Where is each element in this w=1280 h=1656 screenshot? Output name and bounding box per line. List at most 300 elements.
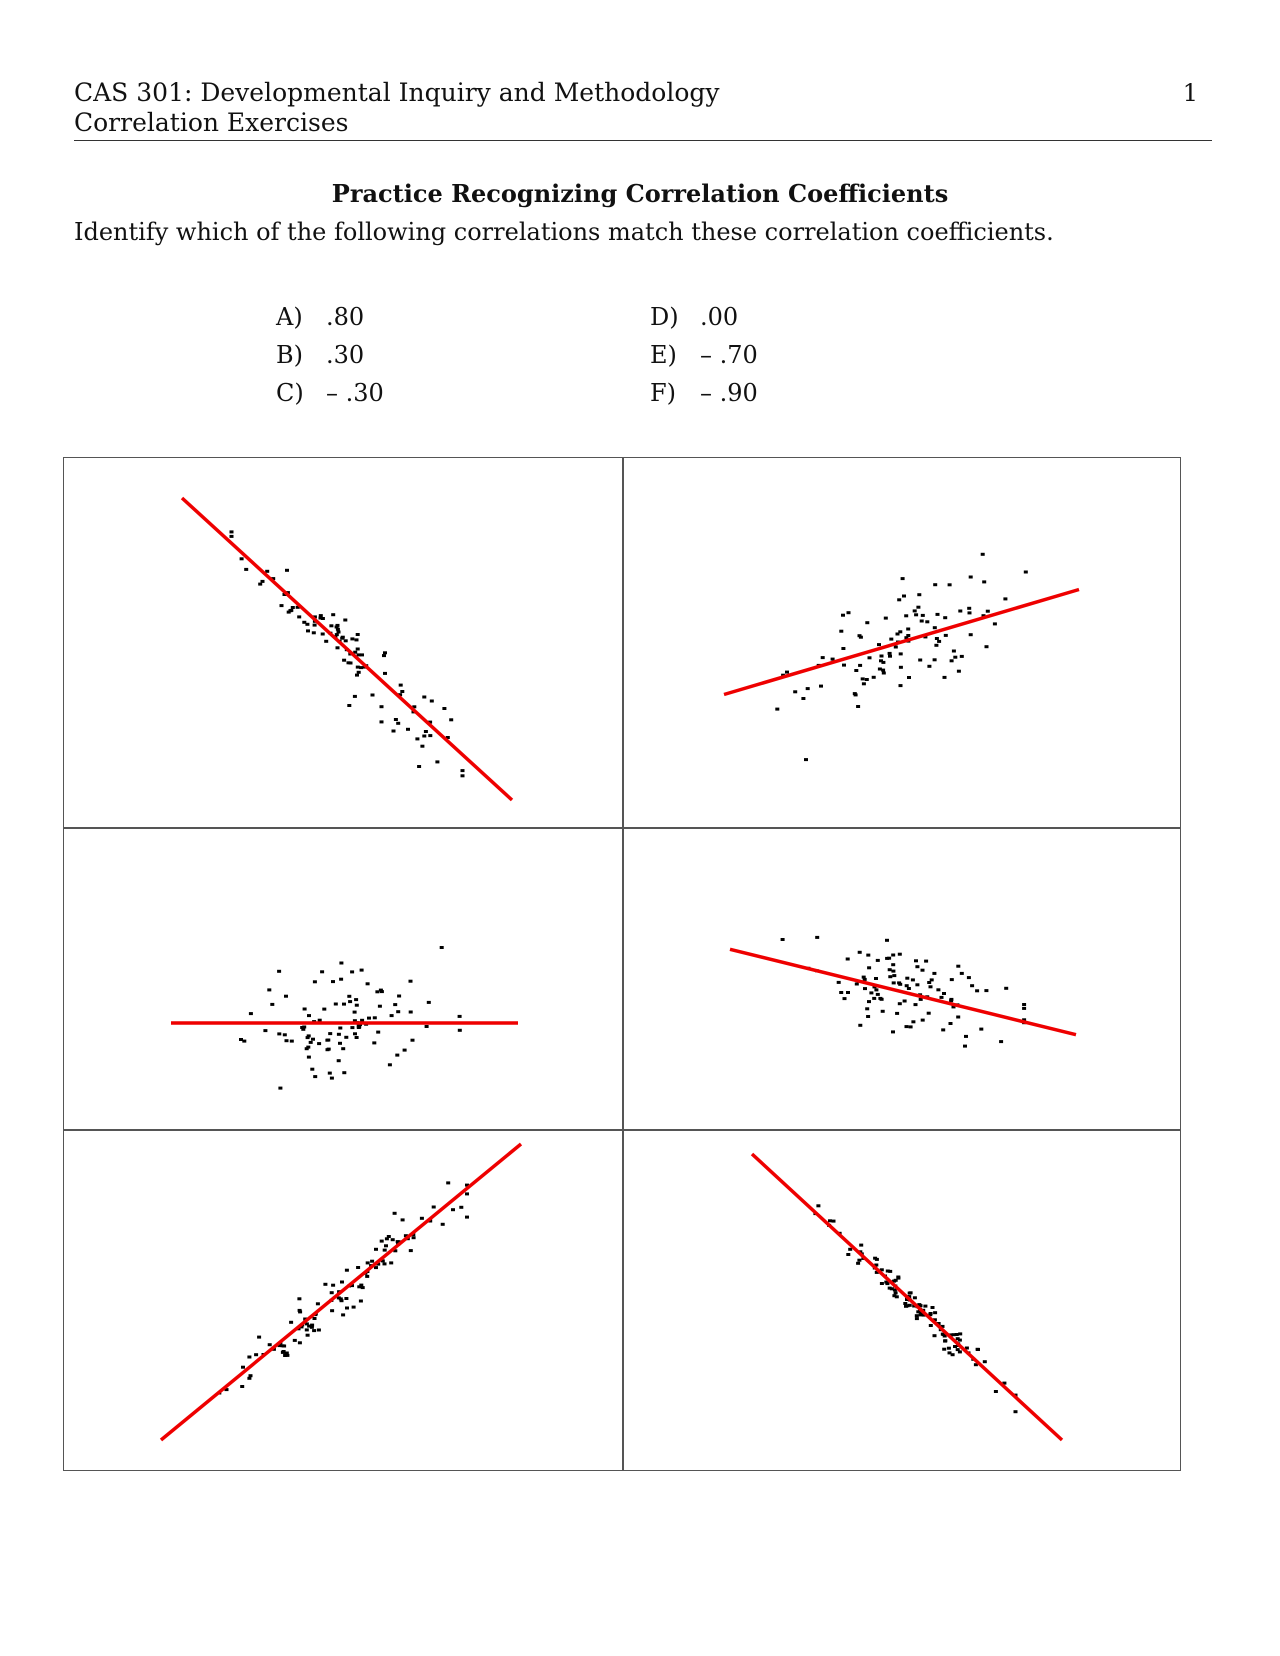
- data-point: [839, 630, 843, 633]
- data-point: [924, 960, 928, 963]
- instructions: Identify which of the following correlations match these correlation coefficients.: [74, 218, 1054, 246]
- data-point: [865, 1007, 869, 1010]
- data-point: [331, 613, 335, 616]
- option-letter: F): [650, 379, 677, 407]
- data-point: [872, 997, 876, 1000]
- data-point: [355, 1004, 359, 1007]
- data-point: [892, 974, 896, 977]
- data-point: [420, 1217, 424, 1220]
- data-point: [915, 983, 919, 986]
- data-point: [406, 728, 410, 731]
- data-point: [867, 966, 871, 969]
- data-point: [383, 651, 387, 654]
- data-point: [247, 1377, 251, 1380]
- data-point: [345, 1307, 349, 1310]
- data-point: [846, 991, 850, 994]
- data-point: [313, 1075, 317, 1078]
- scatterplot-svg: [720, 860, 1086, 1124]
- data-point: [409, 1011, 413, 1014]
- data-point: [879, 659, 883, 662]
- data-point: [956, 965, 960, 968]
- data-point: [905, 1025, 909, 1028]
- data-point: [288, 609, 292, 612]
- data-point: [303, 1008, 307, 1011]
- option-f: [650, 374, 758, 412]
- data-point: [915, 965, 919, 968]
- data-point: [929, 1312, 933, 1315]
- option-e: [650, 336, 758, 374]
- data-point: [298, 1341, 302, 1344]
- data-point: [337, 1033, 341, 1036]
- data-point: [898, 1002, 902, 1005]
- data-point: [927, 665, 931, 668]
- data-point: [335, 626, 339, 629]
- data-point: [895, 1012, 899, 1015]
- data-point: [921, 969, 925, 972]
- data-point: [374, 1248, 378, 1251]
- data-point: [379, 989, 383, 992]
- data-point: [458, 1029, 462, 1032]
- data-point: [306, 1334, 310, 1337]
- data-point: [465, 1192, 469, 1195]
- data-point: [888, 1270, 892, 1273]
- data-point: [348, 1000, 352, 1003]
- option-letter: D): [650, 303, 679, 331]
- data-point: [847, 611, 851, 614]
- data-point: [953, 1345, 957, 1348]
- data-point: [267, 988, 271, 991]
- data-point: [285, 1039, 289, 1042]
- data-point: [815, 936, 819, 939]
- data-point: [298, 1309, 302, 1312]
- data-point: [310, 1326, 314, 1329]
- data-point: [943, 676, 947, 679]
- data-point: [942, 1348, 946, 1351]
- data-point: [461, 774, 465, 777]
- data-point: [793, 690, 797, 693]
- data-point: [344, 1036, 348, 1039]
- data-point: [1004, 987, 1008, 990]
- data-point: [446, 1181, 450, 1184]
- data-point: [360, 653, 364, 656]
- data-point: [441, 1223, 445, 1226]
- data-point: [302, 621, 306, 624]
- data-point: [964, 1035, 968, 1038]
- data-point: [858, 951, 862, 954]
- regression-line: [182, 498, 512, 800]
- data-point: [449, 718, 453, 721]
- data-point: [376, 1031, 380, 1034]
- data-point: [950, 978, 954, 981]
- data-point: [319, 617, 323, 620]
- data-point: [461, 769, 465, 772]
- data-point: [865, 678, 869, 681]
- data-point: [943, 1340, 947, 1343]
- data-point: [923, 1305, 927, 1308]
- data-point: [322, 1008, 326, 1011]
- page-title: Practice Recognizing Correlation Coefficients: [331, 179, 949, 208]
- data-point: [392, 730, 396, 733]
- data-point: [307, 1034, 311, 1037]
- data-point: [839, 991, 843, 994]
- data-point: [875, 1258, 879, 1261]
- data-point: [969, 576, 973, 579]
- data-point: [338, 1042, 342, 1045]
- data-point: [861, 677, 865, 680]
- data-point: [913, 1296, 917, 1299]
- data-point: [913, 609, 917, 612]
- data-point: [1024, 571, 1028, 574]
- data-point: [258, 583, 262, 586]
- data-point: [933, 1334, 937, 1337]
- data-point: [359, 666, 363, 669]
- data-point: [935, 637, 939, 640]
- data-point: [877, 643, 881, 646]
- data-point: [465, 1216, 469, 1219]
- data-point: [952, 650, 956, 653]
- scatterplot-bottom-right: [742, 1144, 1072, 1450]
- data-point: [373, 1016, 377, 1019]
- data-point: [918, 659, 922, 662]
- data-point: [357, 1025, 361, 1028]
- data-point: [383, 1262, 387, 1265]
- data-point: [350, 970, 354, 973]
- data-point: [357, 1285, 361, 1288]
- data-point: [230, 535, 234, 538]
- data-point: [340, 1281, 344, 1284]
- data-point: [976, 1348, 980, 1351]
- data-point: [899, 684, 903, 687]
- data-point: [290, 1040, 294, 1043]
- data-point: [354, 998, 358, 1001]
- option-d: [650, 298, 758, 336]
- data-point: [862, 976, 866, 979]
- data-point: [320, 970, 324, 973]
- regression-line: [752, 1154, 1062, 1440]
- data-point: [868, 656, 872, 659]
- data-point: [920, 620, 924, 623]
- data-point: [411, 1039, 415, 1042]
- data-point: [881, 1010, 885, 1013]
- data-point: [828, 1219, 832, 1222]
- data-point: [380, 720, 384, 723]
- data-point: [313, 624, 317, 627]
- data-point: [993, 622, 997, 625]
- data-point: [1022, 1003, 1026, 1006]
- data-point: [427, 1001, 431, 1004]
- data-point: [867, 1000, 871, 1003]
- data-point: [365, 1275, 369, 1278]
- data-point: [383, 672, 387, 675]
- data-point: [801, 697, 805, 700]
- data-point: [350, 637, 354, 640]
- data-point: [387, 1235, 391, 1238]
- data-point: [309, 1041, 313, 1044]
- data-point: [342, 1071, 346, 1074]
- data-point: [420, 745, 424, 748]
- data-point: [336, 646, 340, 649]
- data-point: [885, 939, 889, 942]
- data-point: [984, 989, 988, 992]
- data-point: [425, 1025, 429, 1028]
- data-point: [372, 1041, 376, 1044]
- data-point: [285, 1354, 289, 1357]
- data-point: [1014, 1410, 1018, 1413]
- data-point: [285, 569, 289, 572]
- data-point: [931, 1306, 935, 1309]
- data-point: [270, 1003, 274, 1006]
- data-point: [394, 718, 398, 721]
- data-point: [859, 1244, 863, 1247]
- data-point: [933, 583, 937, 586]
- scatterplot-top-right: [714, 482, 1089, 802]
- data-point: [331, 1284, 335, 1287]
- data-point: [242, 1040, 246, 1043]
- option-letter: E): [650, 341, 677, 369]
- data-point: [424, 730, 428, 733]
- data-point: [888, 968, 892, 971]
- data-point: [289, 1321, 293, 1324]
- data-point: [360, 969, 364, 972]
- data-point: [917, 593, 921, 596]
- data-point: [904, 614, 908, 617]
- data-point: [366, 1261, 370, 1264]
- data-point: [307, 1056, 311, 1059]
- data-point: [312, 631, 316, 634]
- coefficient-options-right: [650, 298, 758, 412]
- data-point: [936, 613, 940, 616]
- data-point: [806, 687, 810, 690]
- option-value: .00: [700, 303, 739, 331]
- data-point: [914, 959, 918, 962]
- data-point: [347, 995, 351, 998]
- data-point: [397, 995, 401, 998]
- data-point: [934, 644, 938, 647]
- data-point: [846, 958, 850, 961]
- data-point: [329, 624, 333, 627]
- regression-line: [724, 590, 1079, 695]
- data-point: [884, 617, 888, 620]
- data-point: [955, 1333, 959, 1336]
- data-point: [356, 1266, 360, 1269]
- data-point: [380, 1240, 384, 1243]
- data-point: [916, 606, 920, 609]
- data-point: [925, 620, 929, 623]
- scatterplot-top-left: [172, 488, 522, 810]
- data-point: [785, 671, 789, 674]
- data-point: [899, 652, 903, 655]
- data-point: [775, 708, 779, 711]
- data-point: [983, 1360, 987, 1363]
- data-point: [355, 674, 359, 677]
- data-point: [350, 1026, 354, 1029]
- data-point: [384, 1244, 388, 1247]
- data-point: [341, 1313, 345, 1316]
- data-point: [297, 615, 301, 618]
- option-value: .80: [326, 303, 365, 331]
- data-point: [876, 959, 880, 962]
- data-point: [929, 1324, 933, 1327]
- data-point: [241, 1366, 245, 1369]
- data-point: [380, 705, 384, 708]
- data-point: [905, 977, 909, 980]
- data-point: [339, 1297, 343, 1300]
- option-value: – .70: [700, 341, 758, 369]
- data-point: [903, 1000, 907, 1003]
- data-point: [936, 988, 940, 991]
- data-point: [356, 648, 360, 651]
- data-point: [863, 987, 867, 990]
- data-point: [442, 707, 446, 710]
- page-header: [74, 74, 1212, 141]
- data-point: [316, 1302, 320, 1305]
- data-point: [869, 991, 873, 994]
- data-point: [409, 1249, 413, 1252]
- data-point: [1003, 597, 1007, 600]
- data-point: [361, 1286, 365, 1289]
- data-point: [389, 1261, 393, 1264]
- data-point: [428, 734, 432, 737]
- data-point: [417, 765, 421, 768]
- data-point: [356, 633, 360, 636]
- option-b: [276, 336, 384, 374]
- data-point: [927, 1012, 931, 1015]
- data-point: [881, 669, 885, 672]
- course-title: CAS 301: Developmental Inquiry and Methodology: [74, 78, 720, 107]
- data-point: [953, 656, 957, 659]
- data-point: [396, 722, 400, 725]
- data-point: [393, 1212, 397, 1215]
- data-point: [280, 604, 284, 607]
- data-point: [907, 987, 911, 990]
- data-point: [921, 614, 925, 617]
- data-point: [968, 611, 972, 614]
- data-point: [899, 666, 903, 669]
- data-point: [366, 982, 370, 985]
- data-point: [359, 1300, 363, 1303]
- data-point: [930, 978, 934, 981]
- option-letter: B): [276, 341, 303, 369]
- data-point: [249, 1374, 253, 1377]
- data-point: [890, 1287, 894, 1290]
- data-point: [338, 1027, 342, 1030]
- scatterplot-svg: [172, 488, 522, 810]
- data-point: [958, 1350, 962, 1353]
- data-point: [880, 1282, 884, 1285]
- data-point: [353, 1011, 357, 1014]
- data-point: [230, 530, 234, 533]
- data-point: [370, 1260, 374, 1263]
- data-point: [327, 1048, 331, 1051]
- data-point: [896, 1276, 900, 1279]
- data-point: [889, 638, 893, 641]
- data-point: [894, 1291, 898, 1294]
- data-point: [932, 972, 936, 975]
- data-point: [388, 1063, 392, 1066]
- data-point: [244, 568, 248, 571]
- data-point: [347, 661, 351, 664]
- data-point: [905, 1304, 909, 1307]
- data-point: [866, 954, 870, 957]
- data-point: [902, 595, 906, 598]
- data-point: [282, 1350, 286, 1353]
- data-point: [291, 606, 295, 609]
- data-point: [979, 1028, 983, 1031]
- data-point: [249, 1012, 253, 1015]
- data-point: [306, 629, 310, 632]
- regression-line: [161, 1144, 521, 1440]
- data-point: [282, 1345, 286, 1348]
- data-point: [950, 659, 954, 662]
- data-point: [331, 980, 335, 983]
- data-point: [247, 1356, 251, 1359]
- data-point: [321, 633, 325, 636]
- data-point: [967, 976, 971, 979]
- data-point: [344, 639, 348, 642]
- option-a: [276, 298, 384, 336]
- data-point: [277, 970, 281, 973]
- document-subtitle: Correlation Exercises: [74, 108, 349, 137]
- grid-divider-horizontal: [64, 827, 1180, 829]
- data-point: [353, 1032, 357, 1035]
- data-point: [409, 980, 413, 983]
- data-point: [400, 690, 404, 693]
- data-point: [313, 1317, 317, 1320]
- data-point: [261, 580, 265, 583]
- data-point: [412, 1236, 416, 1239]
- data-point: [969, 633, 973, 636]
- data-point: [330, 1309, 334, 1312]
- data-point: [307, 1014, 311, 1017]
- data-point: [451, 1208, 455, 1211]
- data-point: [909, 1025, 913, 1028]
- data-point: [947, 1347, 951, 1350]
- data-point: [994, 1390, 998, 1393]
- data-point: [967, 607, 971, 610]
- data-point: [963, 1045, 967, 1048]
- data-point: [866, 1015, 870, 1018]
- option-value: – .90: [700, 379, 758, 407]
- data-point: [390, 1014, 394, 1017]
- data-point: [422, 696, 426, 699]
- data-point: [832, 1220, 836, 1223]
- data-point: [948, 583, 952, 586]
- data-point: [277, 1032, 281, 1035]
- data-point: [906, 634, 910, 637]
- data-point: [888, 655, 892, 658]
- data-point: [854, 693, 858, 696]
- data-point: [960, 655, 964, 658]
- data-point: [915, 1314, 919, 1317]
- data-point: [403, 1049, 407, 1052]
- page-number: 1: [1182, 79, 1198, 107]
- data-point: [975, 989, 979, 992]
- data-point: [940, 996, 944, 999]
- data-point: [325, 1039, 329, 1042]
- data-point: [240, 557, 244, 560]
- data-point: [876, 993, 880, 996]
- data-point: [933, 1311, 937, 1314]
- data-point: [872, 676, 876, 679]
- data-point: [458, 1015, 462, 1018]
- data-point: [254, 1353, 258, 1356]
- scatterplot-bottom-left: [151, 1134, 531, 1450]
- data-point: [999, 1040, 1003, 1043]
- data-point: [944, 634, 948, 637]
- data-point: [858, 634, 862, 637]
- data-point: [352, 1306, 356, 1309]
- data-point: [957, 670, 961, 673]
